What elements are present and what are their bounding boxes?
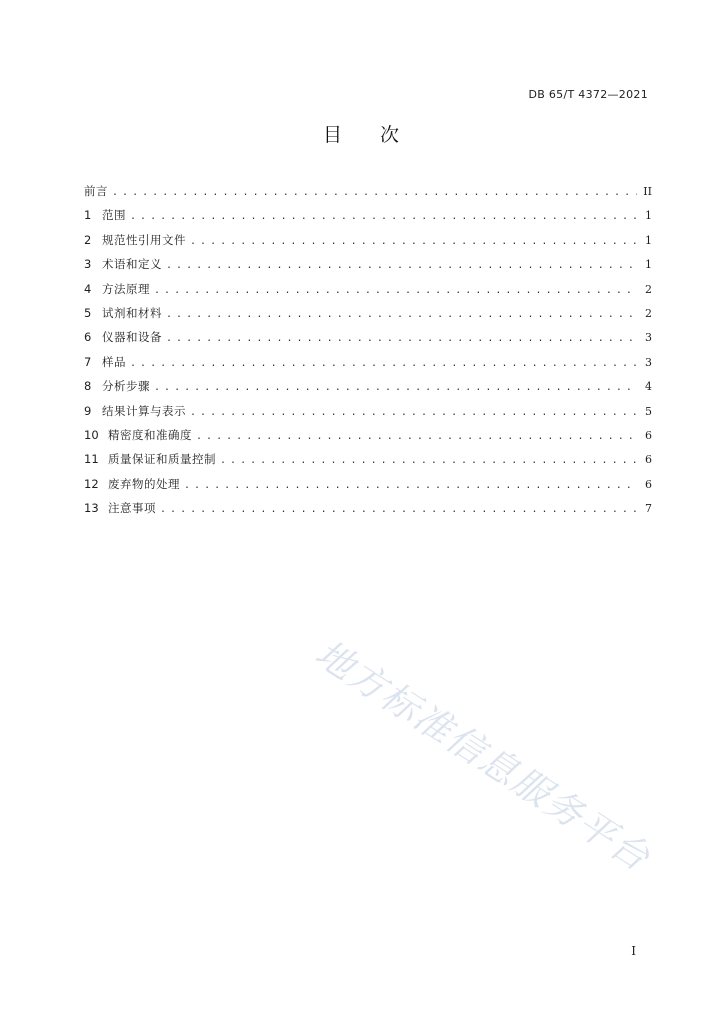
toc-entry-number: 9 (84, 403, 92, 418)
table-of-contents (84, 183, 652, 524)
toc-entry-number: 2 (84, 232, 92, 247)
toc-entry-label: 仪器和设备 (102, 330, 162, 345)
toc-entry-page: 6 (645, 477, 652, 491)
toc-entry-label: 前言 (84, 184, 108, 198)
toc-entry-4[interactable] (84, 281, 652, 305)
toc-leader-dots (130, 211, 638, 222)
toc-entry-3[interactable] (84, 256, 652, 280)
toc-entry-11[interactable] (84, 451, 652, 475)
toc-entry-label: 废弃物的处理 (108, 476, 180, 491)
toc-entry-page: 6 (645, 428, 652, 442)
toc-entry-page: 1 (645, 233, 652, 247)
toc-leader-dots (166, 333, 638, 344)
toc-entry-number: 7 (84, 354, 92, 369)
toc-leader-dots (130, 358, 638, 369)
toc-entry-number: 1 (84, 208, 92, 223)
toc-entry-page: 6 (645, 453, 652, 467)
document-code: DB 65/T 4372—2021 (528, 88, 648, 101)
toc-entry-page: 4 (645, 380, 652, 394)
toc-entry-label: 注意事项 (108, 501, 156, 516)
toc-entry-label: 样品 (102, 354, 126, 369)
toc-entry-number: 8 (84, 379, 92, 394)
toc-entry-8[interactable] (84, 378, 652, 402)
toc-leader-dots (166, 309, 638, 320)
toc-entry-10[interactable] (84, 427, 652, 451)
toc-leader-dots (190, 407, 638, 418)
toc-entry-label: 试剂和材料 (102, 305, 162, 320)
toc-leader-dots (112, 187, 637, 198)
toc-entry-label: 规范性引用文件 (102, 232, 186, 247)
toc-entry-page: 3 (645, 331, 652, 345)
toc-entry-preface[interactable] (84, 183, 652, 207)
watermark: 地方标准信息服务平台 (307, 631, 659, 881)
toc-leader-dots (160, 504, 638, 515)
toc-entry-page: 2 (645, 306, 652, 320)
toc-entry-number: 10 (84, 427, 99, 442)
toc-leader-dots (190, 236, 638, 247)
toc-entry-number: 3 (84, 257, 92, 272)
toc-entry-1[interactable] (84, 207, 652, 231)
toc-entry-number: 5 (84, 305, 92, 320)
toc-leader-dots (166, 260, 638, 271)
page-number: I (631, 944, 636, 958)
toc-entry-label: 方法原理 (102, 281, 150, 296)
toc-title-char-1: 目 (322, 124, 344, 146)
toc-entry-page: 7 (645, 502, 652, 516)
toc-entry-label: 范围 (102, 208, 126, 223)
toc-entry-page: 1 (645, 258, 652, 272)
toc-entry-number: 13 (84, 501, 99, 516)
toc-leader-dots (196, 431, 638, 442)
toc-entry-page: 5 (645, 404, 652, 418)
toc-leader-dots (154, 285, 638, 296)
toc-entry-5[interactable] (84, 305, 652, 329)
toc-entry-2[interactable] (84, 232, 652, 256)
toc-entry-number: 12 (84, 476, 99, 491)
toc-entry-label: 分析步骤 (102, 379, 150, 394)
toc-entry-label: 质量保证和质量控制 (108, 452, 216, 467)
toc-entry-13[interactable] (84, 500, 652, 524)
toc-entry-9[interactable] (84, 403, 652, 427)
toc-entry-page: 2 (645, 282, 652, 296)
toc-entry-12[interactable] (84, 476, 652, 500)
toc-entry-page: II (643, 185, 652, 198)
toc-entry-6[interactable] (84, 329, 652, 353)
toc-leader-dots (154, 382, 638, 393)
toc-entry-number: 4 (84, 281, 92, 296)
toc-entry-number: 11 (84, 452, 99, 467)
toc-title (0, 120, 724, 147)
toc-entry-label: 结果计算与表示 (102, 403, 186, 418)
toc-entry-7[interactable] (84, 354, 652, 378)
toc-leader-dots (220, 455, 638, 466)
toc-entry-label: 术语和定义 (102, 257, 162, 272)
toc-title-char-2: 次 (380, 124, 402, 146)
toc-leader-dots (184, 480, 638, 491)
toc-entry-label: 精密度和准确度 (108, 427, 192, 442)
toc-entry-page: 3 (645, 355, 652, 369)
toc-entry-page: 1 (645, 209, 652, 223)
toc-entry-number: 6 (84, 330, 92, 345)
